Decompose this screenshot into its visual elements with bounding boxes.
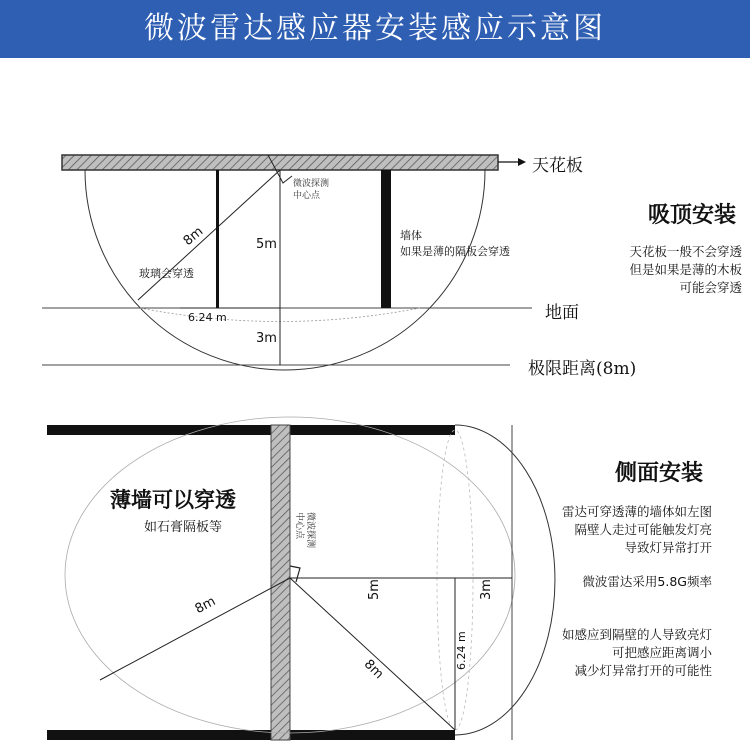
ceiling-note-line: 但是如果是薄的木板 [629,262,742,277]
ceiling-slab [62,155,498,170]
wall-block [381,170,391,308]
side-note-line: 如感应到隔壁的人导致亮灯 [561,627,712,642]
ceiling-notes [629,243,742,297]
dim-8m: 8m [180,224,207,249]
side-radius-right [290,578,455,730]
thin-wall [271,425,290,740]
side-note-line: 微波雷达采用5.8G频率 [582,574,712,589]
side-note-line: 减少灯异常打开的可能性 [574,663,712,678]
thin-wall-sub: 如石膏隔板等 [144,520,223,535]
glass-pane [216,170,219,308]
wall-note: 如果是薄的隔板会穿透 [400,245,510,258]
side-detection-dome [455,425,555,735]
side-note-line: 隔壁人走过可能触发灯亮 [574,522,712,537]
side-notes-2 [582,573,712,591]
label-ceiling: 天花板 [532,156,583,176]
side-notes-1 [562,503,712,557]
label-limit: 极限距离(8m) [528,359,637,379]
ceiling-heading: 吸顶安装 [648,203,737,228]
detect-center-label: 微波探测 中心点 [293,179,330,201]
side-radius-left [100,578,290,680]
side-heading: 侧面安装 [615,461,704,486]
top-bar [47,425,455,435]
wall-title: 墙体 [400,229,422,242]
side-dim-3m: 3m [479,579,494,600]
side-note-line: 雷达可穿透薄的墙体如左图 [561,504,712,519]
glass-note: 玻璃会穿透 [139,267,194,280]
side-dim-5m: 5m [367,579,382,600]
ceiling-note-line: 天花板一般不会穿透 [629,244,742,259]
page-title: 微波雷达感应器安装感应示意图 [144,11,606,46]
side-detect-center-label: 微波探测 中心点 [294,512,315,549]
bottom-bar [47,730,455,740]
side-note-line: 导致灯异常打开 [624,540,712,555]
side-notes-3 [562,626,712,680]
dim-3m: 3m [256,331,277,346]
thin-wall-title: 薄墙可以穿透 [110,488,236,512]
ceiling-pointer-arrow [518,158,526,166]
dim-624: 6.24 m [188,311,227,324]
side-dim-8m-left: 8m [192,593,219,618]
side-dim-8m-right: 8m [360,656,387,683]
ceiling-mount-diagram [42,155,532,370]
ceiling-note-line: 可能会穿透 [679,280,742,295]
side-note-line: 可把感应距离调小 [611,645,712,660]
dim-5m: 5m [256,237,277,252]
side-dim-624: 6.24 m [455,631,468,670]
label-ground: 地面 [545,303,579,323]
